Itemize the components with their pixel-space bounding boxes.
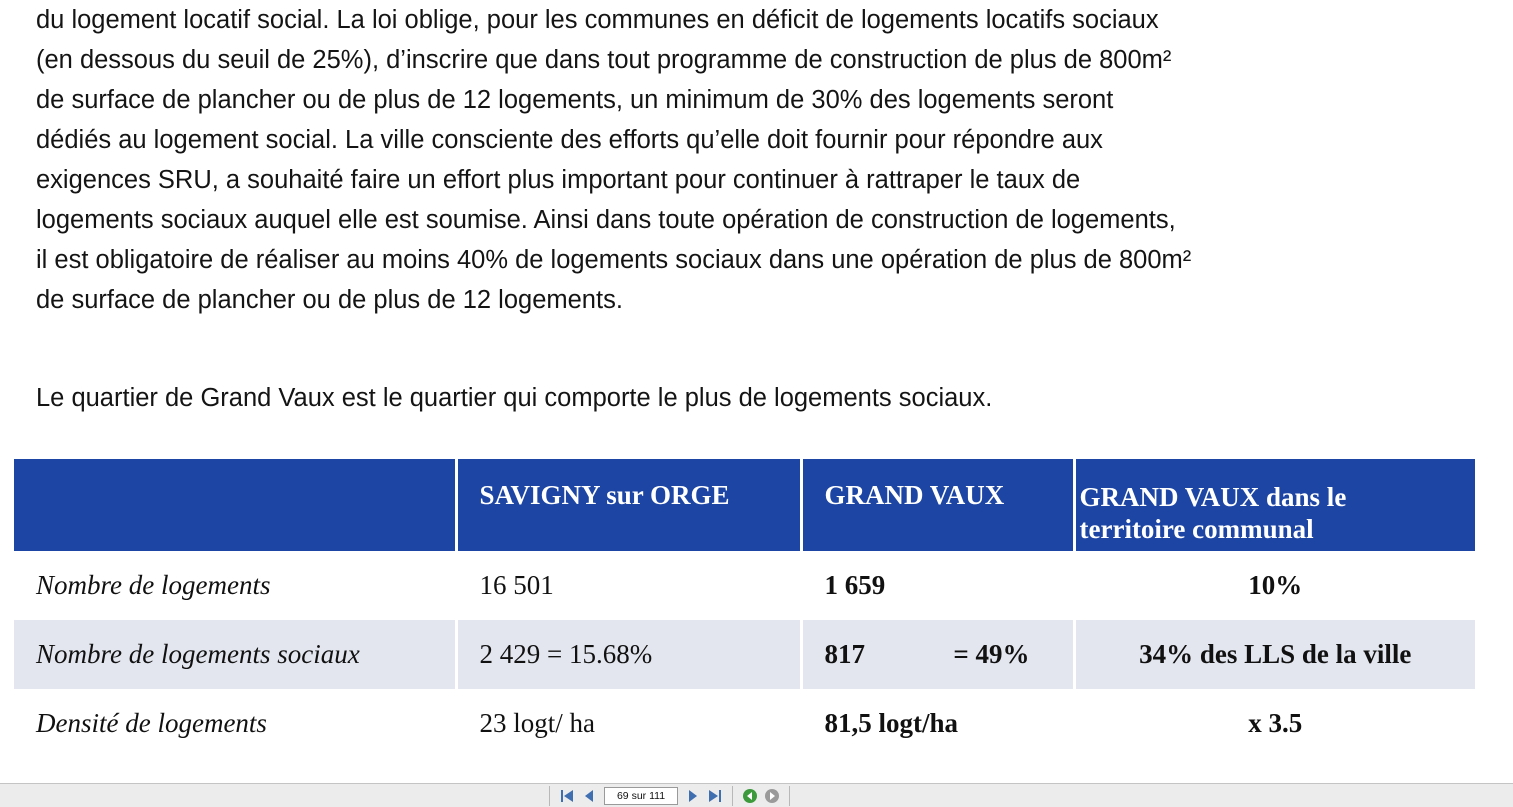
- next-page-icon: [687, 789, 699, 803]
- last-page-button[interactable]: [704, 786, 726, 806]
- page-navigation: [543, 786, 796, 806]
- grand-vaux-value: [801, 620, 1074, 689]
- table-row: [14, 620, 1475, 689]
- grand-vaux-value: 1 659: [801, 551, 1074, 620]
- row-label: Nombre de logements: [14, 551, 456, 620]
- table-header-row: [14, 459, 1475, 551]
- previous-page-button[interactable]: [578, 786, 600, 806]
- text-line: exigences SRU, a souhaité faire un effort plus important pour continuer à rattraper le taux de: [36, 166, 1081, 194]
- header-savigny: SAVIGNY sur ORGE: [456, 459, 801, 551]
- grand-vaux-split: [825, 639, 1030, 670]
- grand-vaux-percent: = 49%: [953, 639, 1030, 669]
- savigny-value: 16 501: [456, 551, 801, 620]
- text-line: du logement locatif social. La loi oblige, pour les communes en déficit de logements locatifs sociaux: [36, 6, 1159, 34]
- row-label: Densité de logements: [14, 689, 456, 758]
- back-icon: [742, 788, 758, 804]
- text-line: Le quartier de Grand Vaux est le quartier qui comporte le plus de logements sociaux.: [36, 384, 993, 412]
- last-page-icon: [707, 789, 723, 803]
- text-line: logements sociaux auquel elle est soumise. Ainsi dans toute opération de construction de logements,: [36, 206, 1176, 234]
- first-page-icon: [559, 789, 575, 803]
- toolbar-divider: [732, 786, 733, 806]
- header-grand-vaux: GRAND VAUX: [801, 459, 1074, 551]
- forward-icon: [764, 788, 780, 804]
- header-empty-cell: [14, 459, 456, 551]
- next-page-button[interactable]: [682, 786, 704, 806]
- text-line: il est obligatoire de réaliser au moins 40% de logements sociaux dans une opération de plus de 800m²: [36, 246, 1192, 274]
- text-line: de surface de plancher ou de plus de 12 logements, un minimum de 30% des logements seront: [36, 86, 1114, 114]
- savigny-value: 2 429 = 15.68%: [456, 620, 801, 689]
- first-page-button[interactable]: [556, 786, 578, 806]
- text-line: de surface de plancher ou de plus de 12 logements.: [36, 286, 623, 314]
- page-number-input[interactable]: [604, 787, 678, 805]
- table-row: [14, 551, 1475, 620]
- back-button[interactable]: [739, 786, 761, 806]
- territoire-value: x 3.5: [1074, 689, 1475, 758]
- toolbar-divider: [549, 786, 550, 806]
- territoire-value: 34% des LLS de la ville: [1074, 620, 1475, 689]
- pdf-navigation-toolbar: [0, 783, 1513, 807]
- grand-vaux-value: 81,5 logt/ha: [801, 689, 1074, 758]
- table-row: [14, 689, 1475, 758]
- header-grand-vaux-territoire: GRAND VAUX dans le territoire communal: [1074, 459, 1475, 551]
- territoire-value: 10%: [1074, 551, 1475, 620]
- grand-vaux-count: 817: [824, 639, 865, 669]
- forward-button[interactable]: [761, 786, 783, 806]
- savigny-value: 23 logt/ ha: [456, 689, 801, 758]
- previous-page-icon: [583, 789, 595, 803]
- text-line: dédiés au logement social. La ville consciente des efforts qu’elle doit fournir pour répondre aux: [36, 126, 1103, 154]
- paragraph-grand-vaux: [36, 378, 1396, 418]
- toolbar-divider: [789, 786, 790, 806]
- housing-statistics-table: [14, 459, 1475, 758]
- row-label: Nombre de logements sociaux: [14, 620, 456, 689]
- text-line: (en dessous du seuil de 25%), d’inscrire que dans tout programme de construction de plus de 800m²: [36, 46, 1172, 74]
- paragraph-social-housing-law: [36, 0, 1396, 320]
